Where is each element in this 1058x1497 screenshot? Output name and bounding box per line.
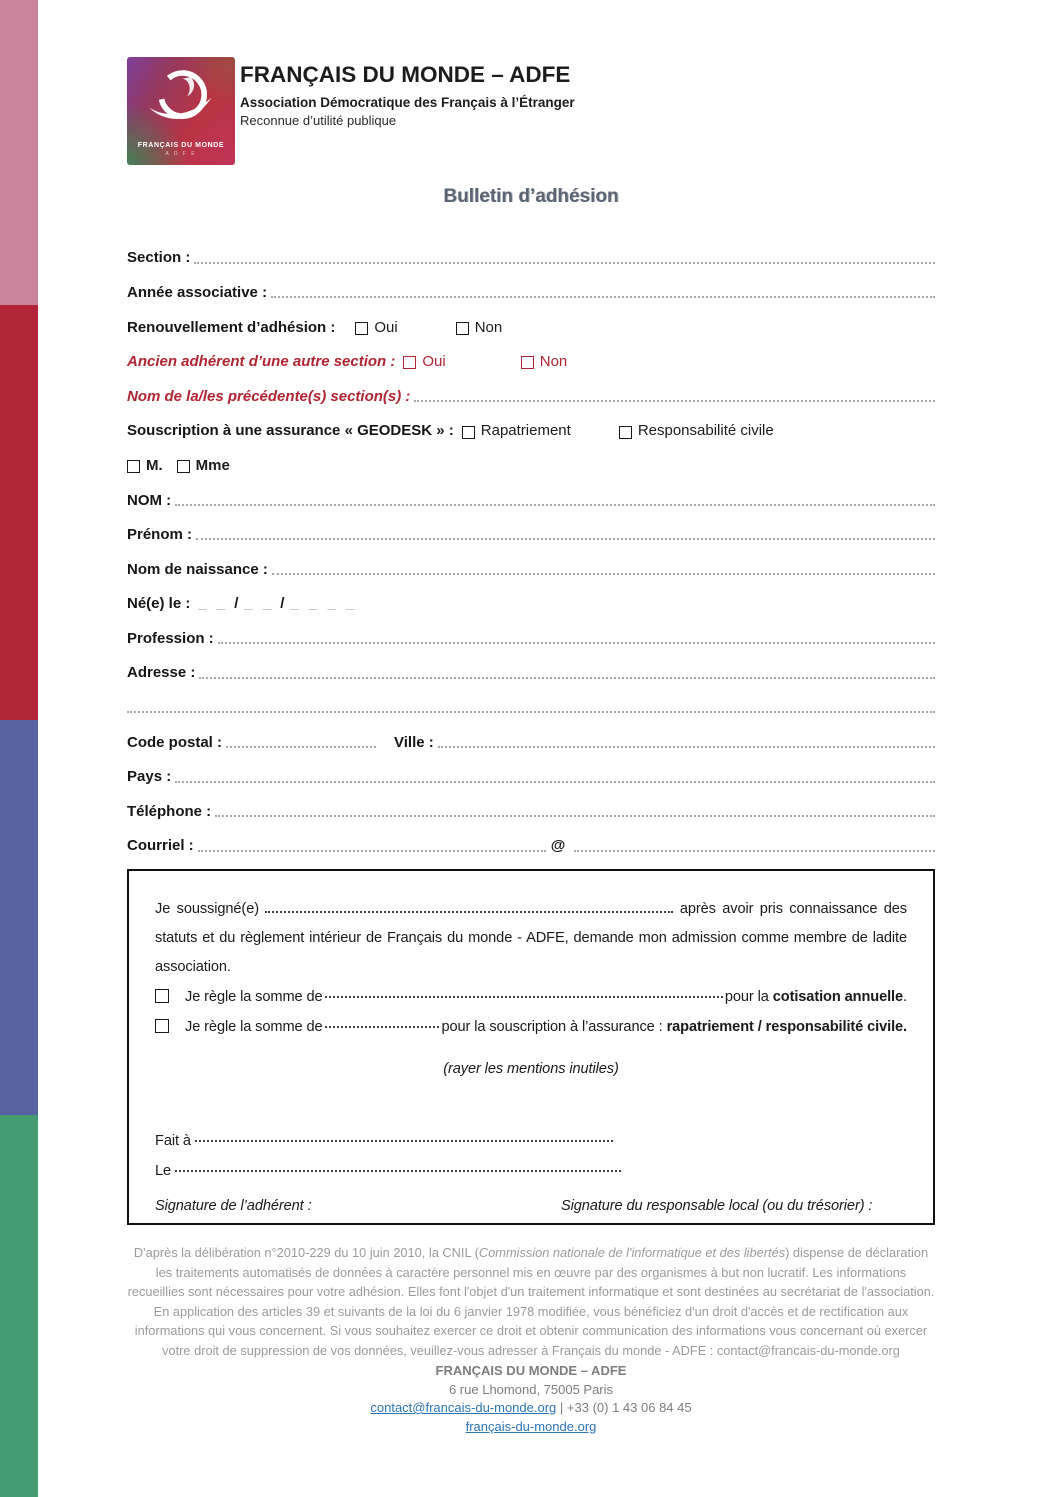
nom-row bbox=[127, 478, 935, 513]
declaration-intro-suffix: après avoir pris connaissance des statuts et du règlement intérieur de Français du monde - ADFE, demande mon admission comme membre de ladite association. bbox=[155, 901, 907, 975]
ancien-non-checkbox[interactable] bbox=[521, 356, 534, 369]
nom-input-line[interactable] bbox=[175, 504, 935, 506]
declaration-box bbox=[127, 869, 935, 1225]
cotisation-strong-text: cotisation annuelle bbox=[772, 989, 904, 1005]
org-subtitle: Association Démocratique des Français à l’Étranger bbox=[240, 95, 575, 110]
ancien-non-label: Non bbox=[539, 353, 568, 371]
footer-website-link[interactable]: français-du-monde.org bbox=[465, 1418, 597, 1434]
date-naissance-label: Né(e) le : bbox=[127, 595, 191, 613]
assurance-responsabilite-option bbox=[619, 422, 774, 439]
adresse-row-2 bbox=[127, 686, 935, 721]
signature-adherent-label: Signature de l’adhérent : bbox=[155, 1198, 312, 1214]
signatures-row bbox=[155, 1191, 907, 1221]
pays-input-line[interactable] bbox=[175, 781, 935, 783]
adresse-row bbox=[127, 651, 935, 686]
globe-emblem-icon bbox=[141, 61, 221, 137]
footer-website-line bbox=[127, 1418, 935, 1437]
footer-org-name: FRANÇAIS DU MONDE – ADFE bbox=[435, 1363, 627, 1378]
assurance-strong-text: rapatriement / responsabilité civile. bbox=[666, 1019, 907, 1035]
renouvellement-oui-checkbox[interactable] bbox=[355, 322, 368, 335]
annee-label: Année associative : bbox=[127, 283, 268, 301]
profession-input-line[interactable] bbox=[218, 642, 935, 644]
responsabilite-checkbox[interactable] bbox=[619, 426, 632, 439]
at-sign: @ bbox=[550, 837, 566, 855]
date-day-placeholder[interactable]: _ _ bbox=[198, 595, 229, 613]
assurance-post-text: pour la souscription à l’assurance : bbox=[441, 1019, 663, 1035]
form-title: Bulletin d’adhésion bbox=[443, 186, 619, 207]
renouvellement-row bbox=[127, 305, 935, 340]
cotisation-amount-input-line[interactable] bbox=[325, 995, 723, 998]
nom-label: NOM : bbox=[127, 491, 172, 509]
section-input-line[interactable] bbox=[194, 262, 935, 264]
assurance-somme-checkbox[interactable] bbox=[155, 1019, 169, 1033]
telephone-input-line[interactable] bbox=[215, 815, 935, 817]
ancien-oui-label: Oui bbox=[422, 353, 446, 371]
soussigne-name-input-line[interactable] bbox=[265, 910, 673, 913]
cotisation-post-text: pour la bbox=[724, 989, 769, 1005]
renouvellement-label: Renouvellement d’adhésion : bbox=[127, 318, 336, 336]
footer bbox=[127, 1362, 935, 1436]
color-bar-pink-segment bbox=[0, 0, 38, 305]
responsabilite-label: Responsabilité civile bbox=[637, 422, 774, 440]
header bbox=[240, 62, 575, 128]
footer-address: 6 rue Lhomond, 75005 Paris bbox=[448, 1381, 614, 1397]
civilite-mme-option bbox=[177, 457, 230, 474]
fait-a-input-line[interactable] bbox=[195, 1139, 613, 1142]
date-slash-2: / bbox=[280, 595, 285, 613]
profession-label: Profession : bbox=[127, 629, 214, 647]
pays-label: Pays : bbox=[127, 768, 172, 786]
legal-part1: D'après la délibération n°2010-229 du 10 juin 2010, la CNIL ( bbox=[133, 1245, 479, 1260]
form-fields bbox=[127, 236, 935, 859]
nom-naissance-row bbox=[127, 547, 935, 582]
nom-naissance-input-line[interactable] bbox=[272, 573, 935, 575]
org-status-line: Reconnue d’utilité publique bbox=[240, 113, 397, 128]
declaration-intro bbox=[155, 895, 907, 982]
courriel-label: Courriel : bbox=[127, 837, 194, 855]
le-input-line[interactable] bbox=[175, 1169, 621, 1172]
code-postal-label: Code postal : bbox=[127, 733, 223, 751]
color-bar-blue-segment bbox=[0, 720, 38, 1115]
nom-naissance-label: Nom de naissance : bbox=[127, 560, 268, 578]
renouvellement-non-label: Non bbox=[474, 318, 503, 336]
date-slash: / bbox=[234, 595, 239, 613]
color-bar-green-segment bbox=[0, 1115, 38, 1497]
assurance-label: Souscription à une assurance « GEODESK » : bbox=[127, 422, 454, 440]
civilite-mme-label: Mme bbox=[195, 456, 230, 474]
footer-contact-line bbox=[127, 1399, 935, 1418]
adresse-input-line[interactable] bbox=[199, 677, 935, 679]
le-label: Le bbox=[155, 1163, 172, 1179]
section-row bbox=[127, 236, 935, 271]
date-year-placeholder[interactable]: _ _ _ _ bbox=[290, 595, 358, 613]
legal-italic: Commission nationale de l'informatique et des libertés bbox=[478, 1245, 786, 1260]
code-postal-ville-row bbox=[127, 720, 935, 755]
assurance-item bbox=[155, 1013, 907, 1042]
renouvellement-non-option bbox=[456, 319, 503, 336]
precedente-section-input-line[interactable] bbox=[414, 400, 935, 402]
profession-row bbox=[127, 617, 935, 652]
renouvellement-oui-option bbox=[355, 319, 397, 336]
prenom-label: Prénom : bbox=[127, 526, 193, 544]
section-label: Section : bbox=[127, 249, 191, 267]
telephone-row bbox=[127, 790, 935, 825]
le-row bbox=[155, 1156, 907, 1186]
adresse-label: Adresse : bbox=[127, 664, 196, 682]
civilite-mme-checkbox[interactable] bbox=[177, 460, 190, 473]
adresse-input-line-2[interactable] bbox=[127, 711, 935, 713]
footer-email-link[interactable]: contact@francais-du-monde.org bbox=[370, 1400, 557, 1415]
telephone-label: Téléphone : bbox=[127, 802, 212, 820]
cotisation-pre-text: Je règle la somme de bbox=[185, 989, 323, 1005]
renouvellement-oui-label: Oui bbox=[374, 318, 398, 336]
date-naissance-row bbox=[127, 582, 935, 617]
pays-row bbox=[127, 755, 935, 790]
courriel-row bbox=[127, 824, 935, 859]
civilite-m-option bbox=[127, 457, 163, 474]
precedente-section-label: Nom de la/les précédente(s) section(s) : bbox=[127, 387, 411, 405]
courriel-domain-input-line[interactable] bbox=[574, 850, 935, 852]
rayer-note: (rayer les mentions inutiles) bbox=[443, 1061, 619, 1077]
ville-label: Ville : bbox=[394, 733, 434, 751]
assurance-row bbox=[127, 409, 935, 444]
org-title: FRANÇAIS DU MONDE – ADFE bbox=[240, 62, 571, 87]
rapatriement-label: Rapatriement bbox=[480, 422, 571, 440]
rapatriement-checkbox[interactable] bbox=[462, 426, 475, 439]
prenom-input-line[interactable] bbox=[196, 538, 935, 540]
code-postal-input-line[interactable] bbox=[226, 746, 376, 748]
assurance-amount-input-line[interactable] bbox=[325, 1025, 440, 1028]
annee-row bbox=[127, 271, 935, 306]
ancien-adherent-label: Ancien adhérent d’une autre section : bbox=[127, 353, 396, 371]
cotisation-item bbox=[155, 983, 907, 1012]
ancien-oui-option bbox=[403, 353, 445, 370]
left-color-bar bbox=[0, 0, 38, 1497]
association-logo bbox=[127, 57, 235, 165]
fait-a-label: Fait à bbox=[155, 1133, 191, 1149]
civilite-row bbox=[127, 444, 935, 479]
color-bar-red-segment bbox=[0, 305, 38, 720]
cotisation-end: . bbox=[903, 989, 907, 1005]
logo-subtext: A D F E bbox=[165, 151, 197, 157]
renouvellement-non-checkbox[interactable] bbox=[456, 322, 469, 335]
civilite-m-checkbox[interactable] bbox=[127, 460, 140, 473]
courriel-local-input-line[interactable] bbox=[198, 850, 546, 852]
footer-phone: +33 (0) 1 43 06 84 45 bbox=[566, 1400, 692, 1415]
legal-part2: ) dispense de déclaration les traitements automatisés de données à caractère personnel mis en œuvre par des organismes à but non lucratif. Les informations recueillies sont nécessaires pour votre adhésion. Elles font l'objet d'un traitement informatique et sont destinées au secrétariat de l'association. En application des articles 39 et suivants de la loi du 6 janvier 1978 modifiée, vous bénéficiez d'un droit d'accès et de rectification aux informations qui vous concernent. Si vous souhaitez exercer ce droit et obtenir communication des informations vous concernant où exercer votre droit de suppression de vos données, veuillez-vous adresser à Français du monde - ADFE : contact@francais-du-monde.org bbox=[127, 1245, 935, 1358]
cotisation-checkbox[interactable] bbox=[155, 989, 169, 1003]
ancien-oui-checkbox[interactable] bbox=[403, 356, 416, 369]
fait-a-row bbox=[155, 1126, 907, 1156]
ancien-non-option bbox=[521, 353, 568, 370]
logo-wordmark: FRANÇAIS DU MONDE bbox=[137, 142, 225, 149]
signature-responsable-label: Signature du responsable local (ou du trésorier) : bbox=[561, 1198, 873, 1214]
precedente-section-row bbox=[127, 374, 935, 409]
prenom-row bbox=[127, 513, 935, 548]
date-month-placeholder[interactable]: _ _ bbox=[244, 595, 275, 613]
assurance-pre-text: Je règle la somme de bbox=[185, 1019, 323, 1035]
declaration-intro-prefix: Je soussigné(e) bbox=[155, 901, 259, 917]
assurance-rapatriement-option bbox=[462, 422, 571, 439]
ville-input-line[interactable] bbox=[438, 746, 935, 748]
civilite-m-label: M. bbox=[146, 456, 163, 474]
ancien-adherent-row bbox=[127, 340, 935, 375]
cnil-legal-notice bbox=[127, 1243, 935, 1361]
footer-separator: | bbox=[559, 1400, 564, 1415]
annee-input-line[interactable] bbox=[271, 296, 935, 298]
